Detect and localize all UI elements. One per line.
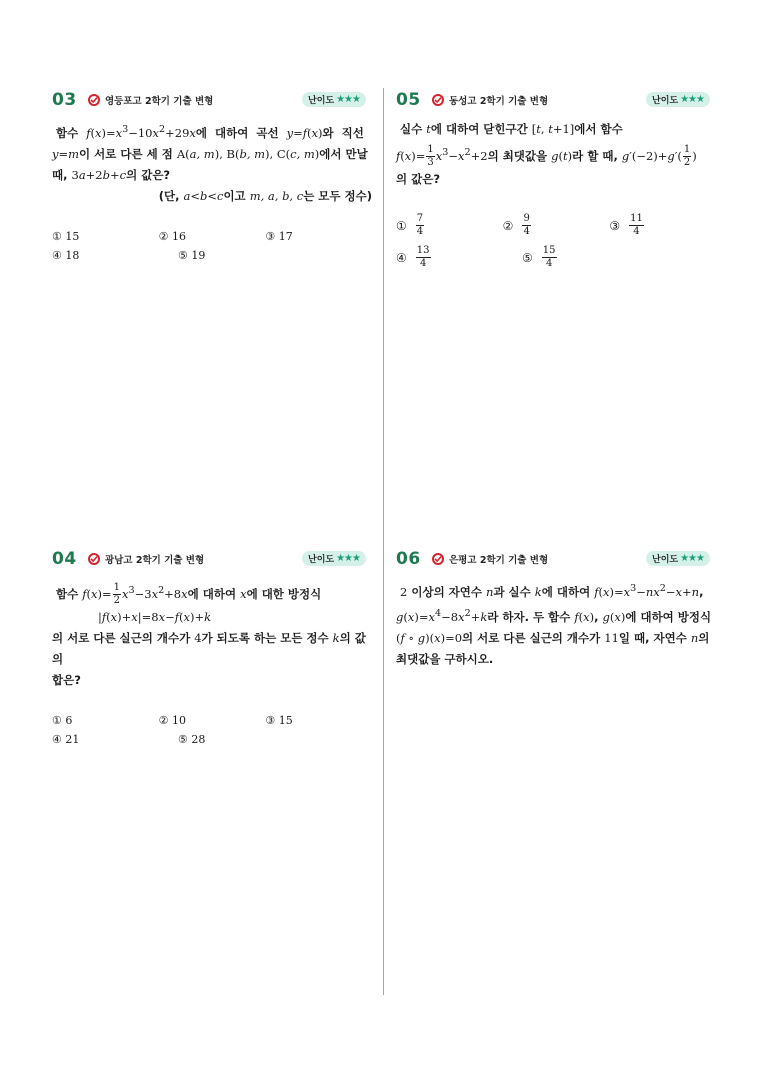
problem-06 (396, 549, 716, 670)
difficulty-label: 난이도 (308, 555, 335, 565)
problem-source: 은평고 2학기 기출 변형 (449, 555, 549, 566)
difficulty-label: 난이도 (652, 555, 679, 565)
choice-3[interactable]: ③ 17 (265, 229, 293, 243)
difficulty-badge (302, 551, 366, 566)
choice-4[interactable]: ④ 18 (52, 248, 80, 262)
choice-2[interactable]: ② 10 (158, 713, 187, 727)
choice-4[interactable]: ④ 13 4 (396, 245, 430, 270)
problem-text: 함수 $f(x)=x^3-10x^2+29x$에 대하여 곡선 y=f(x)와 직선 y=m이 서로 다른 세 점 A(a, m), B(b, m), C(c, m)에서 만날 때, 3a+2b+c의 값은? (단, a<b<c이고 m, a, b, c는 모두 정수) (52, 124, 372, 203)
problem-03 (52, 90, 372, 265)
choice-4[interactable]: ④ 21 (52, 732, 80, 746)
choice-5[interactable]: ⑤ 28 (178, 732, 206, 746)
problem-text: 2 이상의 자연수 n과 실수 k에 대하여 $f(x)=x^3-nx^2-x+n$, $g(x)=x^4-8x^2+k$라 하자. 두 함수 f(x), g(x)에 대하여 방정식 (f ∘ g)(x)=0의 서로 다른 실근의 개수가 11일 때, 자연수 n의 최댓값을 구하시오. (396, 583, 712, 666)
answer-choices (52, 711, 372, 749)
problem-number: 03 (52, 90, 77, 110)
problem-text: 함수 f(x)= $\frac{1}{2}$ $x^3-3x^2+8x$에 대하여 x에 대한 방정식 |f(x)+x|=8x−f(x)+k 의 서로 다른 실근의 개수가 4가 되도록 하는 모든 정수 k의 값의 합은? (52, 581, 366, 687)
problem-header (52, 90, 372, 110)
problem-number: 06 (396, 549, 421, 569)
choice-2[interactable]: ② 16 (158, 229, 187, 243)
choice-5[interactable]: ⑤ 19 (178, 248, 206, 262)
problem-text: 실수 t에 대하여 닫힌구간 [t, t+1]에서 함수 f(x)= $\frac{1}{3}$ $x^3-x^2+2$의 최댓값을 g(t)라 할 때, g′(−2)+g′( $\frac{1}{2}$ ) 의 값은? (396, 122, 697, 186)
problem-number: 05 (396, 90, 421, 110)
star-icon: ★★★ (680, 94, 704, 105)
problem-source: 동성고 2학기 기출 변형 (449, 96, 549, 107)
difficulty-label: 난이도 (308, 96, 335, 106)
problem-number: 04 (52, 549, 77, 569)
choice-5[interactable]: ⑤ 15 4 (522, 245, 556, 270)
check-icon (432, 553, 444, 565)
problem-header (396, 90, 716, 110)
difficulty-badge (646, 551, 710, 566)
column-divider (383, 88, 384, 995)
problem-header (396, 549, 716, 569)
answer-choices (396, 210, 716, 274)
choice-1[interactable]: ① 15 (52, 229, 80, 243)
star-icon: ★★★ (680, 553, 704, 564)
difficulty-badge (302, 92, 366, 107)
star-icon: ★★★ (336, 94, 360, 105)
choice-1[interactable]: ① 7 4 (396, 213, 424, 238)
answer-choices (52, 227, 372, 265)
choice-1[interactable]: ① 6 (52, 713, 73, 727)
choice-3[interactable]: ③ 15 (265, 713, 293, 727)
star-icon: ★★★ (336, 553, 360, 564)
choice-3[interactable]: ③ 11 4 (609, 213, 643, 238)
check-icon (432, 94, 444, 106)
check-icon (88, 553, 100, 565)
problem-05 (396, 90, 716, 274)
choice-2[interactable]: ② 9 4 (502, 213, 530, 238)
problem-source: 영등포고 2학기 기출 변형 (105, 96, 214, 107)
check-icon (88, 94, 100, 106)
problem-04 (52, 549, 372, 749)
difficulty-badge (646, 92, 710, 107)
difficulty-label: 난이도 (652, 96, 679, 106)
problem-header (52, 549, 372, 569)
problem-source: 광남고 2학기 기출 변형 (105, 555, 205, 566)
